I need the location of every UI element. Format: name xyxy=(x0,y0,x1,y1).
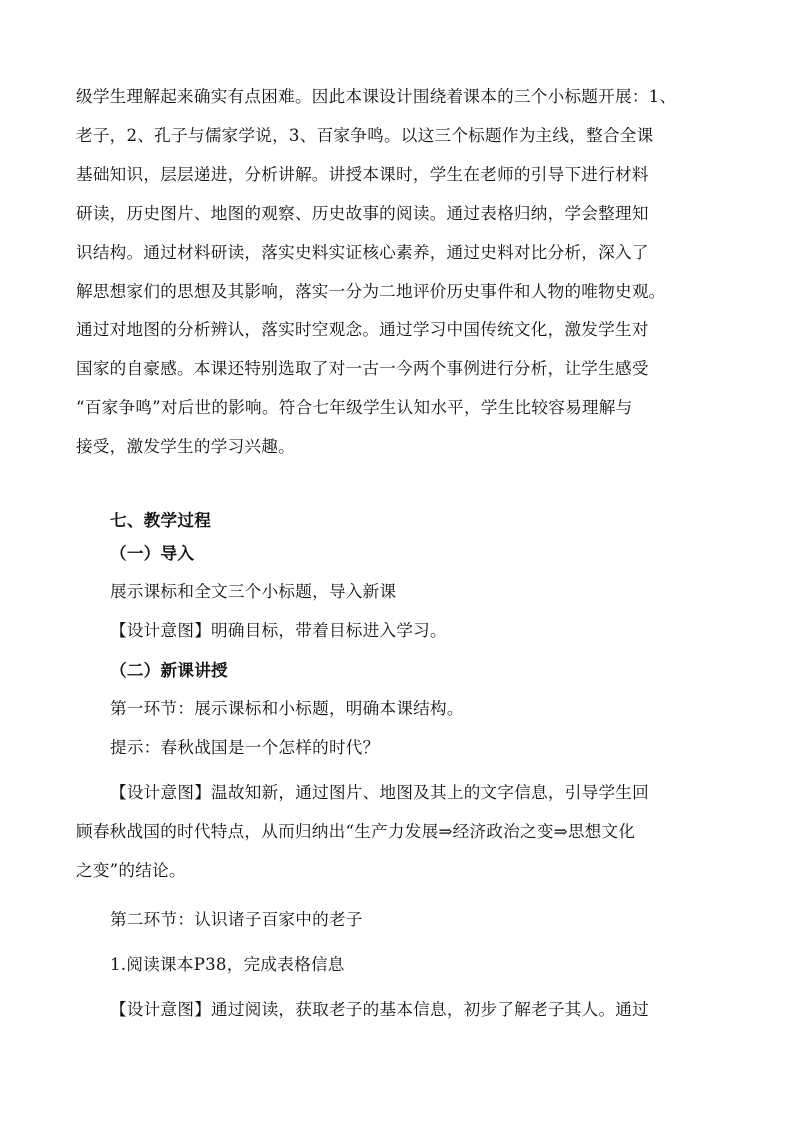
step2-item-1: 1.阅读课本P38，完成表格信息 xyxy=(110,955,345,974)
subsection-intro-title: （一）导入 xyxy=(110,543,195,563)
intro-line-5: 识结构。通过材料研读，落实史料实证核心素养，通过史料对比分析，深入了 xyxy=(76,243,649,262)
step1-text: 第一环节：展示课标和小标题，明确本课结构。 xyxy=(110,699,464,718)
step1-intent-line-2: 顾春秋战国的时代特点，从而归纳出“生产力发展⇒经济政治之变⇒思想文化 xyxy=(76,822,636,841)
intro-line-2: 老子，2、孔子与儒家学说，3、百家争鸣。以这三个标题作为主线，整合全课 xyxy=(76,126,654,145)
intro-line-3: 基础知识，层层递进，分析讲解。讲授本课时，学生在老师的引导下进行材料 xyxy=(76,165,649,184)
intro-line-6: 解思想家们的思想及其影响，落实一分为二地评价历史事件和人物的唯物史观。 xyxy=(76,282,666,301)
step2-intent: 【设计意图】通过阅读，获取老子的基本信息，初步了解老子其人。通过 xyxy=(110,1000,649,1019)
step1-intent-line-1: 【设计意图】温故知新，通过图片、地图及其上的文字信息，引导学生回 xyxy=(110,783,649,802)
step2-text: 第二环节：认识诸子百家中的老子 xyxy=(110,910,363,929)
section-7-title: 七、教学过程 xyxy=(110,510,212,530)
subsection-new-lesson-title: （二）新课讲授 xyxy=(110,660,228,680)
step1-hint: 提示：春秋战国是一个怎样的时代？ xyxy=(110,738,380,757)
intro-line-7: 通过对地图的分析辨认，落实时空观念。通过学习中国传统文化，激发学生对 xyxy=(76,320,649,339)
intro-line-1: 级学生理解起来确实有点困难。因此本课设计围绕着课本的三个小标题开展：1、 xyxy=(76,87,677,106)
subsection-intro-text: 展示课标和全文三个小标题，导入新课 xyxy=(110,582,397,601)
intro-line-4: 研读，历史图片、地图的观察、历史故事的阅读。通过表格归纳，学会整理知 xyxy=(76,204,649,223)
intro-line-8: 国家的自豪感。本课还特别选取了对一古一今两个事例进行分析，让学生感受 xyxy=(76,359,649,378)
subsection-intro-intent: 【设计意图】明确目标，带着目标进入学习。 xyxy=(110,621,447,640)
step1-intent-line-3: 之变”的结论。 xyxy=(76,861,186,880)
intro-line-9: “百家争鸣”对后世的影响。符合七年级学生认知水平，学生比较容易理解与 xyxy=(76,398,633,417)
intro-line-10: 接受，激发学生的学习兴趣。 xyxy=(76,437,295,456)
